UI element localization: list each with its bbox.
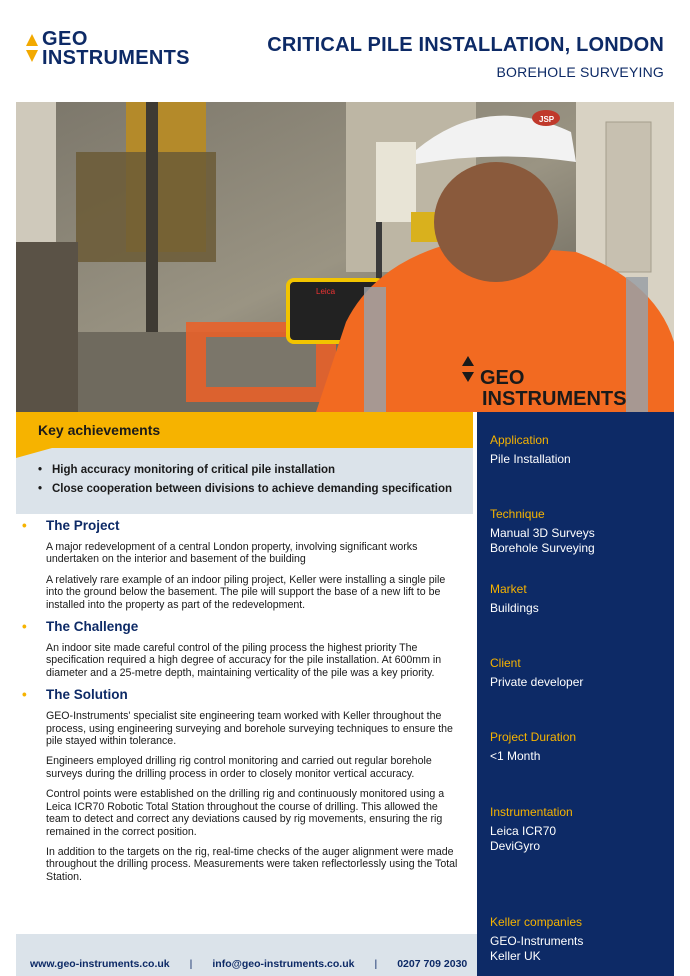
logo-line-2: INSTRUMENTS: [42, 47, 190, 69]
fact-market: [490, 582, 539, 616]
fact-value: Pile Installation: [490, 452, 571, 466]
fact-value: Borehole Surveying: [490, 541, 595, 555]
fact-value: GEO-Instruments: [490, 934, 584, 948]
footer-phone[interactable]: 0207 709 2030: [397, 958, 468, 970]
section-heading: • The Solution: [22, 687, 462, 702]
fact-value: Private developer: [490, 675, 584, 689]
project-facts-sidebar: [477, 412, 674, 976]
footer-separator: |: [189, 958, 193, 970]
fact-client: [490, 656, 583, 690]
fact-keller-companies: [490, 915, 583, 964]
fact-value: Buildings: [490, 601, 539, 615]
section-heading: • The Project: [22, 518, 462, 533]
section-heading: • The Challenge: [22, 619, 462, 634]
key-achievement-item: • High accuracy monitoring of critical pile installation: [38, 464, 452, 476]
fact-value: <1 Month: [490, 749, 541, 763]
fact-instrumentation: [490, 805, 573, 854]
footer-email-link[interactable]: info@geo-instruments.co.uk: [212, 958, 355, 970]
fact-label: Technique: [490, 507, 545, 521]
fact-label: Market: [490, 582, 527, 596]
footer-separator: |: [374, 958, 378, 970]
section-the-solution: [22, 687, 462, 883]
key-achievements-title: Key achievements: [38, 422, 161, 438]
fact-value: Leica ICR70: [490, 824, 557, 838]
section-the-challenge: [22, 619, 462, 679]
fact-application: [490, 433, 571, 467]
page-header: [0, 0, 690, 100]
fact-label: Client: [490, 656, 521, 670]
fact-value: DeviGyro: [490, 839, 541, 853]
section-paragraph: GEO-Instruments' specialist site engineering team worked with Keller throughout the process, using engineering surveying and borehole surveying techniques to ensure the pile stayed within tolerance.: [46, 710, 453, 748]
key-achievements-box: [16, 448, 473, 514]
site-photo: [16, 102, 674, 412]
fact-label: Keller companies: [490, 915, 583, 929]
fact-value: Keller UK: [490, 949, 541, 963]
vest-logo-line-1: GEO: [480, 367, 525, 389]
geo-instruments-logo: [24, 30, 190, 68]
site-photo-illustration: [16, 102, 674, 412]
tablet-brand-text: Leica: [316, 287, 336, 296]
logo-line-1: GEO: [42, 28, 88, 50]
logo-arrows-icon: [24, 34, 38, 64]
section-the-project: [22, 518, 462, 611]
section-paragraph: A relatively rare example of an indoor piling project, Keller were installing a single pile into the ground below the basement. The pile will support the base of a new lift to be installed into the property as part of the redevelopment.: [46, 573, 446, 611]
helmet-badge-text: JSP: [539, 115, 555, 124]
fact-project-duration: [490, 730, 576, 764]
key-banner-notch: [16, 448, 52, 458]
fact-value: Manual 3D Surveys: [490, 526, 595, 540]
key-achievement-item: • Close cooperation between divisions to achieve demanding specification: [38, 483, 452, 495]
fact-label: Project Duration: [490, 730, 577, 744]
section-paragraph: Control points were established on the drilling rig and continuously monitored using a Leica ICR70 Robotic Total Station throughout the course of drilling. This allowed the team to detect and correct any deviations caused by rig movements, ensuring the rig remained in the correct position.: [46, 788, 445, 838]
section-paragraph: An indoor site made careful control of the piling process the highest priority The specification required a high degree of accuracy for the pile installation. At 600mm in diameter and a 25-metre depth, maintaining verticality of the pile was a key priority.: [46, 642, 442, 679]
section-paragraph: Engineers employed drilling rig control monitoring and carried out regular borehole surveys during the drilling process in order to closely monitor vertical accuracy.: [46, 755, 432, 780]
section-paragraph: In addition to the targets on the rig, real-time checks of the auger alignment were made throughout the drilling process. Measurements were taken reflectorlessly using the Total Station.: [46, 845, 458, 883]
footer-website-link[interactable]: www.geo-instruments.co.uk: [30, 958, 170, 970]
page-title: CRITICAL PILE INSTALLATION, LONDON: [267, 34, 664, 56]
page-footer: [16, 934, 477, 976]
vest-logo-line-2: INSTRUMENTS: [482, 388, 627, 410]
fact-label: Instrumentation: [490, 805, 573, 819]
case-study-body: [22, 518, 462, 891]
section-paragraph: A major redevelopment of a central London property, involving significant works undertaken on the interior and basement of the building: [46, 541, 418, 566]
key-achievements-banner: [16, 412, 473, 448]
fact-technique: [490, 507, 595, 556]
fact-label: Application: [490, 433, 549, 447]
page-subtitle: BOREHOLE SURVEYING: [496, 64, 664, 80]
